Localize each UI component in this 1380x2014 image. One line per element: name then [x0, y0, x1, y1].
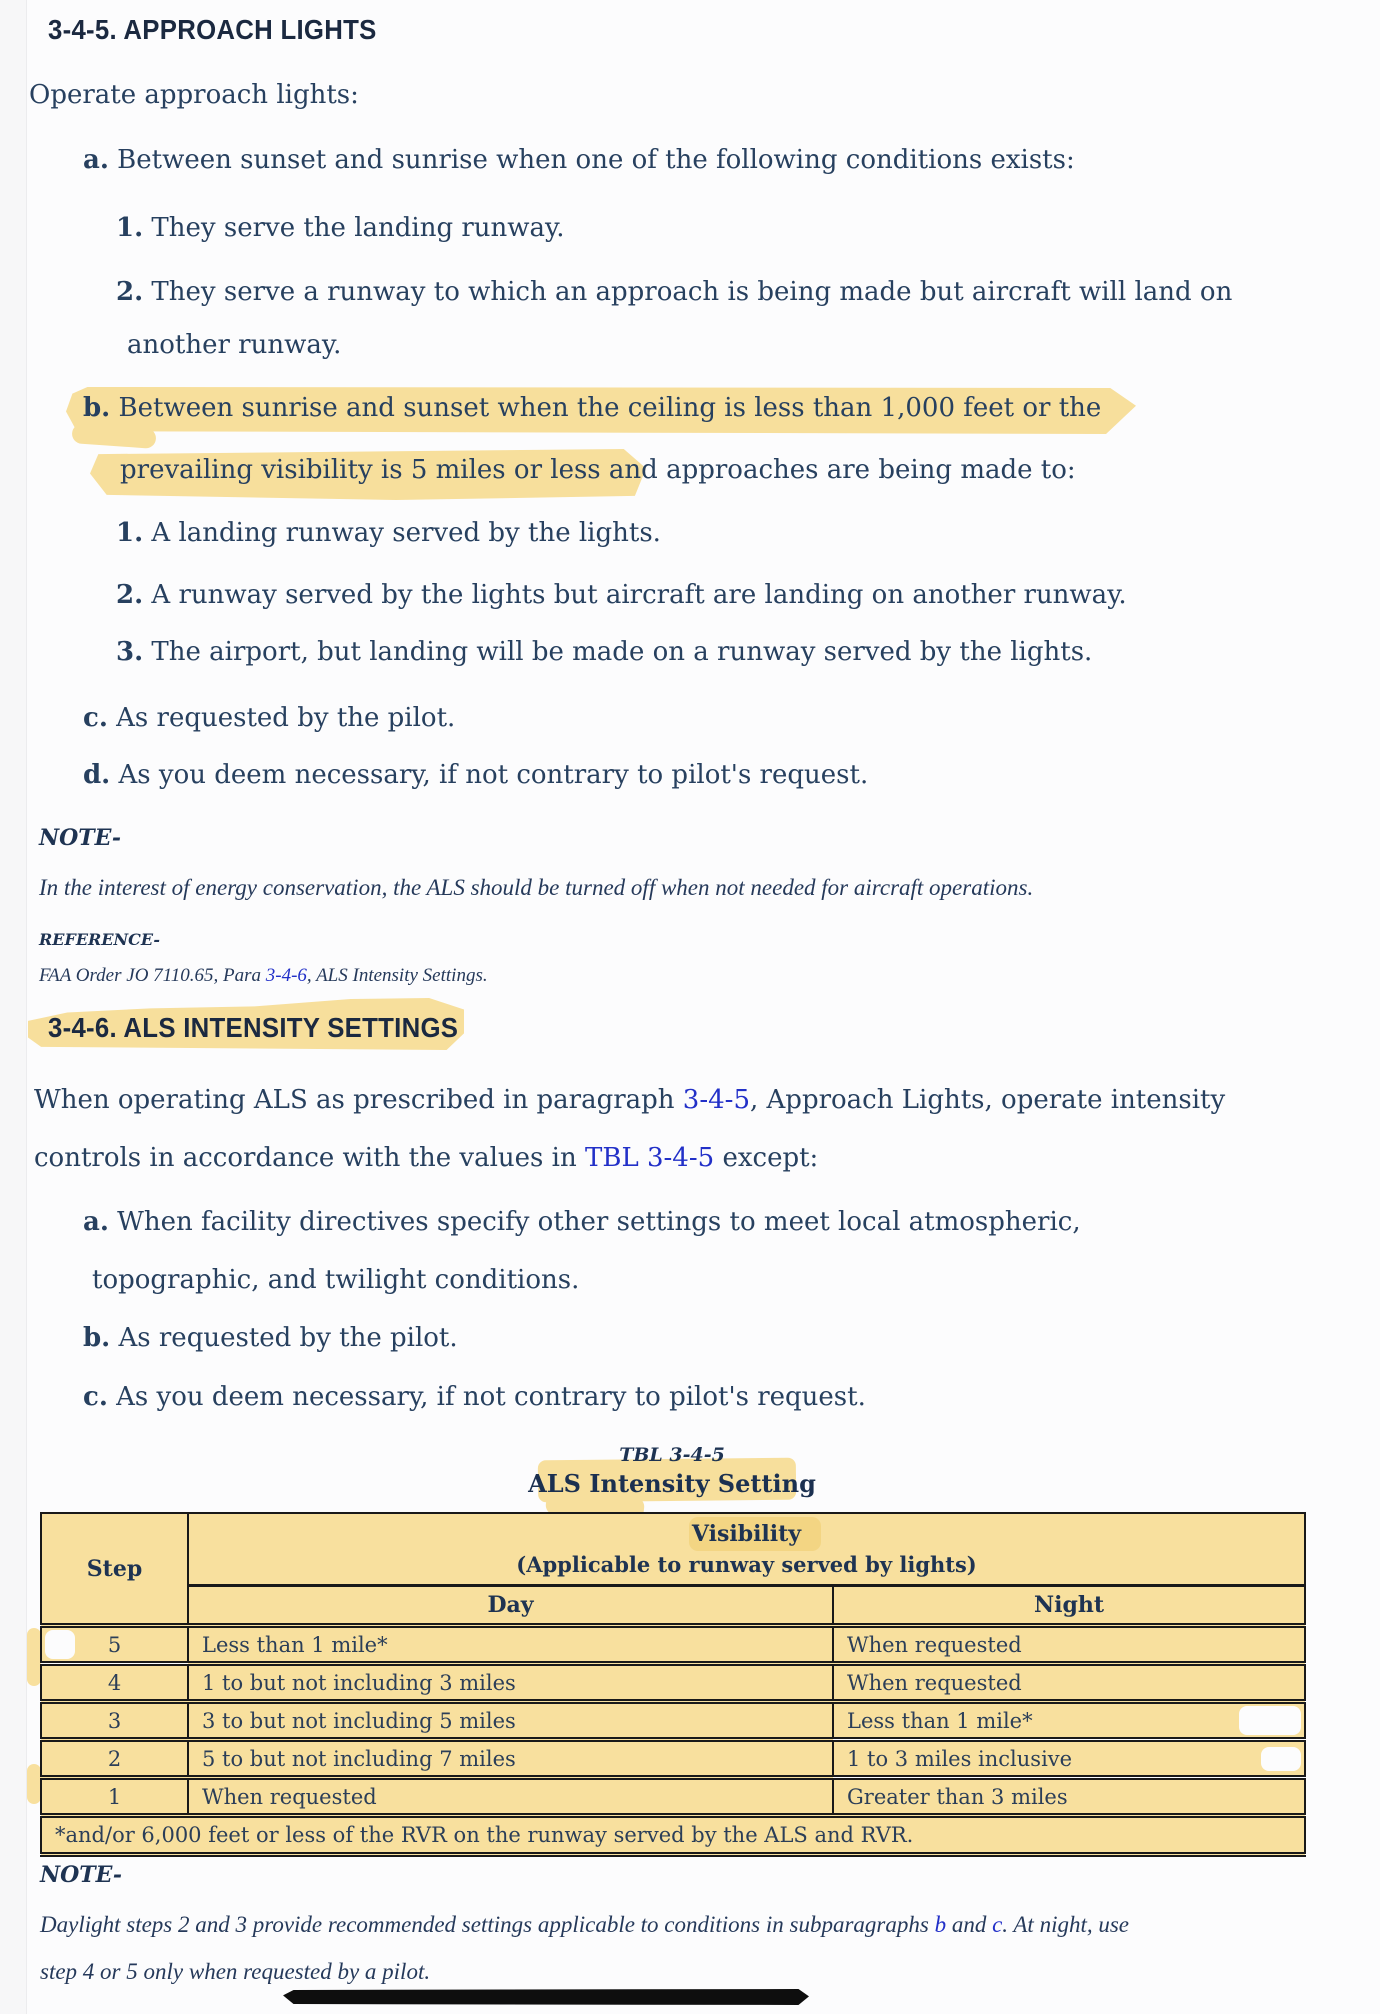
list-item-346-c — [83, 1379, 866, 1415]
highlight-gap — [1261, 1747, 1301, 1771]
table-header-day: Day — [188, 1586, 833, 1626]
paragraph-text: When operating ALS as prescribed in paragraph — [34, 1085, 683, 1115]
day-cell: 5 to but not including 7 miles — [188, 1740, 833, 1778]
list-item-text: and approaches are being made to: — [600, 455, 1076, 485]
bottom-note-text: and — [946, 1912, 993, 1937]
list-marker: b. — [83, 393, 111, 423]
table-title: ALS Intensity Setting — [528, 1469, 816, 1498]
list-item-text: As requested by the pilot. — [110, 1323, 458, 1353]
list-marker: 2. — [116, 277, 144, 307]
list-marker: a. — [83, 145, 109, 175]
reference-text-post: , ALS Intensity Settings. — [306, 965, 488, 986]
list-marker: 2. — [116, 580, 144, 610]
night-value: Less than 1 mile* — [847, 1708, 1033, 1733]
list-marker: a. — [83, 1207, 109, 1237]
table-row — [41, 1740, 1305, 1778]
list-marker: 3. — [116, 637, 144, 667]
list-item-b1 — [116, 515, 661, 551]
highlighted-text: prevailing visibility is 5 miles or less — [120, 455, 601, 485]
list-marker: b. — [83, 1323, 111, 1353]
table-header-visibility-sub: (Applicable to runway served by lights) — [516, 1552, 977, 1577]
table-header-visibility-title: Visibility — [691, 1521, 802, 1547]
list-marker: c. — [83, 1382, 108, 1412]
highlight-mark-table-left-nub — [27, 1628, 41, 1686]
table-row — [41, 1626, 1305, 1664]
paragraph-link-tbl-3-4-5[interactable]: TBL 3-4-5 — [585, 1143, 715, 1173]
night-cell: When requested — [833, 1664, 1305, 1702]
note-link-b[interactable]: b — [934, 1912, 947, 1937]
paragraph-text: except: — [714, 1143, 819, 1173]
list-item-text: When facility directives specify other settings to meet local atmospheric, — [108, 1207, 1081, 1237]
highlight-gap — [1239, 1706, 1301, 1735]
list-marker: 1. — [116, 518, 144, 548]
list-item-b2 — [116, 577, 1127, 613]
list-item-346-a-line2: topographic, and twilight conditions. — [92, 1265, 580, 1295]
table-header-step: Step — [41, 1513, 188, 1626]
table-header-row — [41, 1513, 1305, 1586]
paragraph-text: , Approach Lights, operate intensity — [750, 1085, 1226, 1115]
table-row — [41, 1778, 1305, 1816]
note-link-c[interactable]: c — [992, 1912, 1003, 1937]
list-item-a1 — [116, 210, 565, 246]
list-marker: c. — [83, 703, 108, 733]
note-text: In the interest of energy conservation, the ALS should be turned off when not needed for aircraft operations. — [39, 875, 1034, 900]
night-cell — [833, 1702, 1305, 1740]
bottom-note-line2: step 4 or 5 only when requested by a pilot. — [40, 1959, 431, 1984]
list-item-text: Between sunrise and sunset when the ceiling is less than 1,000 feet or the — [110, 393, 1102, 423]
list-item-b-line1 — [83, 390, 1101, 426]
bottom-note-text: Daylight steps 2 and 3 provide recommended settings applicable to conditions in subparagraphs — [40, 1912, 935, 1937]
step-cell: 3 — [41, 1702, 188, 1740]
table-label: TBL 3-4-5 — [619, 1444, 725, 1466]
list-item-text: As requested by the pilot. — [107, 703, 456, 733]
paragraph-text: controls in accordance with the values in — [34, 1143, 585, 1173]
list-item-text: They serve a runway to which an approach is being made but aircraft will land on — [143, 277, 1233, 307]
bottom-note-text: . At night, use — [1002, 1912, 1130, 1937]
list-item-b3 — [116, 634, 1092, 670]
day-cell: 3 to but not including 5 miles — [188, 1702, 833, 1740]
table-row — [41, 1702, 1305, 1740]
black-marker-bar — [283, 1989, 809, 2005]
section-heading-3-4-5: 3-4-5. APPROACH LIGHTS — [48, 14, 377, 45]
table-footnote: *and/or 6,000 feet or less of the RVR on the runway served by the ALS and RVR. — [41, 1816, 1305, 1855]
day-cell: 1 to but not including 3 miles — [188, 1664, 833, 1702]
table-header-night: Night — [833, 1586, 1305, 1626]
paragraph-line1 — [34, 1082, 1225, 1118]
list-marker: d. — [83, 760, 111, 790]
night-cell — [833, 1740, 1305, 1778]
table-row — [41, 1664, 1305, 1702]
night-value: 1 to 3 miles inclusive — [847, 1746, 1073, 1771]
section-heading-3-4-6: 3-4-6. ALS INTENSITY SETTINGS — [48, 1012, 459, 1043]
list-item-text: The airport, but landing will be made on a runway served by the lights. — [143, 637, 1093, 667]
intro-paragraph: Operate approach lights: — [29, 80, 359, 110]
list-item-text: A landing runway served by the lights. — [143, 518, 661, 548]
list-item-d — [83, 757, 868, 793]
table-header-visibility — [188, 1513, 1305, 1586]
step-cell: 2 — [41, 1740, 188, 1778]
als-intensity-table — [40, 1512, 1306, 1857]
highlight-mark-table-left-nub — [27, 1764, 41, 1804]
night-cell: Greater than 3 miles — [833, 1778, 1305, 1816]
table-footnote-row — [41, 1816, 1305, 1855]
table-subheader-row — [41, 1586, 1305, 1626]
list-item-text: As you deem necessary, if not contrary to pilot's request. — [110, 760, 869, 790]
day-cell: When requested — [188, 1778, 833, 1816]
list-item-a — [83, 142, 1075, 178]
list-marker: 1. — [116, 213, 144, 243]
reference-text — [39, 964, 488, 988]
list-item-346-a-line1 — [83, 1204, 1081, 1240]
bottom-note-label: NOTE- — [40, 1862, 122, 1888]
note-label: NOTE- — [39, 825, 121, 851]
day-cell: Less than 1 mile* — [188, 1626, 833, 1664]
list-item-b-line2 — [120, 452, 1076, 488]
list-item-text: They serve the landing runway. — [143, 213, 565, 243]
list-item-a2-line1 — [116, 274, 1232, 310]
step-value: 5 — [107, 1632, 122, 1657]
list-item-346-b — [83, 1320, 458, 1356]
list-item-text: As you deem necessary, if not contrary to pilot's request. — [107, 1382, 866, 1412]
step-cell: 4 — [41, 1664, 188, 1702]
bottom-note-line1 — [40, 1909, 1129, 1941]
step-cell: 1 — [41, 1778, 188, 1816]
step-cell — [41, 1626, 188, 1664]
list-item-text: A runway served by the lights but aircraft are landing on another runway. — [143, 580, 1127, 610]
paragraph-link-3-4-5[interactable]: 3-4-5 — [682, 1085, 750, 1115]
list-item-text: Between sunset and sunrise when one of the following conditions exists: — [108, 145, 1075, 175]
paragraph-line2 — [34, 1140, 818, 1176]
reference-link-3-4-6[interactable]: 3-4-6 — [265, 965, 307, 986]
reference-text-pre: FAA Order JO 7110.65, Para — [39, 965, 266, 986]
highlight-gap — [45, 1630, 75, 1659]
list-item-a2-line2: another runway. — [127, 330, 342, 360]
page-left-edge — [0, 0, 27, 2014]
reference-label: REFERENCE- — [39, 930, 161, 949]
list-item-c — [83, 700, 455, 736]
night-cell: When requested — [833, 1626, 1305, 1664]
